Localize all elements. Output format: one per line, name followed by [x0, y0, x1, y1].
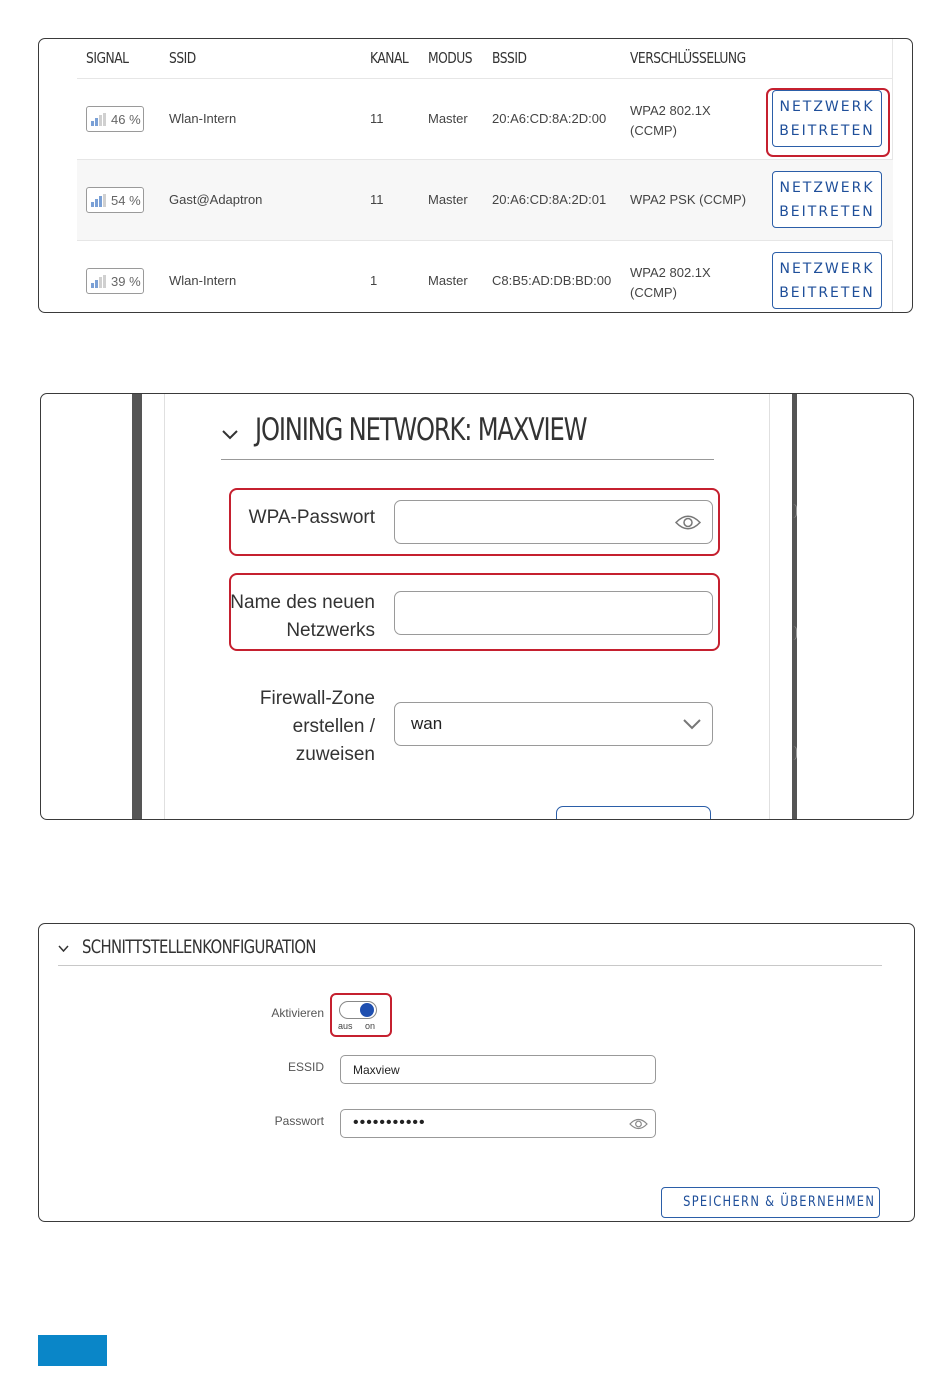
background-fragment: [793, 626, 797, 640]
toggle-on-label: on: [365, 1021, 376, 1031]
join-network-button[interactable]: [772, 171, 882, 228]
join-button-highlight: [766, 88, 890, 157]
table-row: [77, 160, 893, 241]
password-input[interactable]: [340, 1109, 656, 1138]
enable-label: Aktivieren: [271, 1006, 324, 1020]
title-divider: [58, 965, 882, 966]
mode-cell: Master: [428, 192, 468, 207]
encryption-cell: [630, 263, 711, 303]
column-header-encryption: VERSCHLÜSSELUNG: [630, 49, 746, 67]
join-network-button[interactable]: [772, 252, 882, 309]
essid-input[interactable]: [340, 1055, 656, 1084]
firewall-label-line: Firewall-Zone: [259, 688, 375, 709]
wifi-scan-table: [77, 39, 893, 313]
signal-percent: 54 %: [111, 193, 141, 208]
bssid-cell: 20:A6:CD:8A:2D:00: [492, 111, 607, 126]
signal-badge: [86, 106, 144, 132]
signal-percent: 46 %: [111, 112, 141, 127]
wpa-password-label: WPA-Passwort: [248, 507, 375, 528]
save-apply-label: SPEICHERN & ÜBERNEHMEN: [683, 1194, 876, 1210]
eye-icon[interactable]: [629, 1118, 648, 1130]
signal-percent: 39 %: [111, 274, 141, 289]
join-button-label: BEITRETEN: [779, 204, 875, 220]
channel-cell: 1: [370, 273, 378, 288]
column-header-bssid: BSSID: [492, 49, 527, 67]
background-fragment: [793, 746, 797, 760]
signal-bars-icon: [91, 275, 109, 288]
join-network-panel: [40, 393, 914, 820]
submit-button-partial[interactable]: [556, 806, 711, 820]
encryption-cell: [630, 101, 711, 141]
channel-cell: 11: [370, 192, 384, 207]
save-apply-button[interactable]: [661, 1187, 880, 1218]
signal-badge: [86, 268, 144, 294]
mode-cell: Master: [428, 111, 468, 126]
bssid-cell: 20:A6:CD:8A:2D:01: [492, 192, 607, 207]
column-header-ssid: SSID: [169, 49, 196, 67]
chevron-down-icon[interactable]: [221, 429, 239, 441]
interface-config-panel: [38, 923, 915, 1222]
essid-label: ESSID: [287, 1060, 324, 1074]
network-name-label: [230, 589, 375, 645]
chevron-down-icon[interactable]: [58, 945, 69, 953]
network-name-label-line: Name des neuen: [230, 592, 375, 613]
toggle-off-label: aus: [338, 1021, 353, 1031]
firewall-label-line: zuweisen: [295, 744, 375, 765]
ssid-cell: Wlan-Intern: [169, 273, 237, 288]
join-button-label: NETZWERK: [779, 180, 875, 196]
encryption-line: (CCMP): [630, 285, 677, 300]
table-row: [77, 241, 893, 313]
ssid-cell: Gast@Adaptron: [169, 192, 263, 207]
column-header-channel: KANAL: [370, 49, 409, 67]
firewall-zone-label: [260, 685, 375, 769]
signal-bars-icon: [91, 113, 109, 126]
signal-bars-icon: [91, 194, 109, 207]
join-button-label: NETZWERK: [779, 99, 875, 115]
password-value: •••••••••••: [353, 1114, 426, 1131]
eye-icon[interactable]: [675, 514, 701, 531]
column-header-signal: SIGNAL: [86, 49, 129, 67]
modal-backdrop-edge: [132, 394, 142, 820]
password-label: Passwort: [274, 1114, 324, 1128]
page-footer-marker: [38, 1335, 107, 1366]
encryption-line: (CCMP): [630, 123, 677, 138]
network-name-input[interactable]: [394, 591, 713, 635]
bssid-cell: C8:B5:AD:DB:BD:00: [492, 273, 612, 288]
wifi-scan-panel: [38, 38, 913, 313]
encryption-line: WPA2 802.1X: [630, 103, 711, 118]
join-button-label: BEITRETEN: [779, 123, 875, 139]
dialog-title: JOINING NETWORK: MAXVIEW: [255, 412, 587, 448]
join-button-label: NETZWERK: [779, 261, 875, 277]
join-button-label: BEITRETEN: [779, 285, 875, 301]
background-fragment: [793, 504, 797, 518]
encryption-cell: WPA2 PSK (CCMP): [630, 192, 747, 207]
toggle-highlight: [330, 993, 392, 1037]
title-divider: [221, 459, 714, 460]
firewall-zone-value: wan: [411, 714, 443, 733]
wpa-password-input[interactable]: [394, 500, 713, 544]
chevron-down-icon: [682, 718, 702, 731]
mode-cell: Master: [428, 273, 468, 288]
encryption-line: WPA2 802.1X: [630, 265, 711, 280]
firewall-label-line: erstellen /: [292, 716, 375, 737]
firewall-zone-select[interactable]: [394, 702, 713, 746]
network-name-label-line: Netzwerks: [286, 620, 375, 641]
channel-cell: 11: [370, 111, 384, 126]
section-title: SCHNITTSTELLENKONFIGURATION: [82, 936, 316, 958]
signal-badge: [86, 187, 144, 213]
essid-value: Maxview: [353, 1063, 400, 1077]
column-header-mode: MODUS: [428, 49, 473, 67]
ssid-cell: Wlan-Intern: [169, 111, 237, 126]
